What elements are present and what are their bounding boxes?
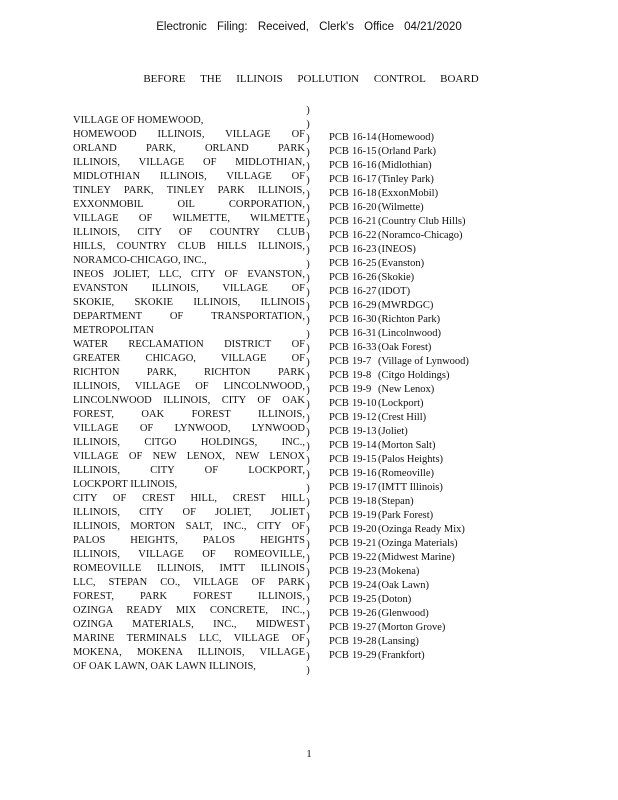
case-party: (ExxonMobil) <box>378 188 439 199</box>
caption-paren: ) <box>306 301 310 312</box>
case-number: 19-24 <box>352 580 377 591</box>
case-number: 19-14 <box>352 440 377 451</box>
caption-paren: ) <box>306 231 310 242</box>
case-entry <box>329 131 487 145</box>
case-party: (Country Club Hills) <box>378 216 466 227</box>
case-number: 19-23 <box>352 566 377 577</box>
case-number: 16-15 <box>352 146 377 157</box>
case-number: 19-27 <box>352 622 377 633</box>
party-line: LOCKPORT ILLINOIS, <box>73 479 178 490</box>
case-number: 16-26 <box>352 272 377 283</box>
case-entry <box>329 299 487 313</box>
party-line: OF OAK LAWN, OAK LAWN ILLINOIS, <box>73 661 256 672</box>
party-line: SKOKIE, SKOKIE ILLINOIS, ILLINOIS <box>73 297 305 308</box>
case-prefix: PCB <box>329 454 349 465</box>
party-line: ILLINOIS, MORTON SALT, INC., CITY OF <box>73 521 305 532</box>
case-entry <box>329 565 487 579</box>
party-line: OZINGA READY MIX CONCRETE, INC., <box>73 605 305 616</box>
case-party: (Morton Grove) <box>378 622 446 633</box>
case-number: 19-25 <box>352 594 377 605</box>
case-number: 16-29 <box>352 300 377 311</box>
case-prefix: PCB <box>329 356 349 367</box>
party-line: MOKENA, MOKENA ILLINOIS, VILLAGE <box>73 647 305 658</box>
caption-paren: ) <box>306 203 310 214</box>
case-entry <box>329 201 487 215</box>
case-number: 19-15 <box>352 454 377 465</box>
case-number: 19-8 <box>352 370 372 381</box>
case-entry <box>329 229 487 243</box>
caption-paren: ) <box>306 175 310 186</box>
party-line: NORAMCO-CHICAGO, INC., <box>73 255 207 266</box>
case-number: 19-12 <box>352 412 377 423</box>
party-line: ILLINOIS, CITY OF COUNTRY CLUB <box>73 227 305 238</box>
party-line: LINCOLNWOOD ILLINOIS, CITY OF OAK <box>73 395 305 406</box>
caption-paren: ) <box>306 105 310 116</box>
party-line: LLC, STEPAN CO., VILLAGE OF PARK <box>73 577 305 588</box>
case-number: 16-18 <box>352 188 377 199</box>
caption-paren: ) <box>306 259 310 270</box>
case-party: (Mokena) <box>378 566 420 577</box>
caption-paren: ) <box>306 413 310 424</box>
party-line: MARINE TERMINALS LLC, VILLAGE OF <box>73 633 305 644</box>
case-number: 16-20 <box>352 202 377 213</box>
case-number: 19-20 <box>352 524 377 535</box>
case-entry <box>329 467 487 481</box>
party-line: ILLINOIS, CITGO HOLDINGS, INC., <box>73 437 305 448</box>
case-prefix: PCB <box>329 286 349 297</box>
party-line: INEOS JOLIET, LLC, CITY OF EVANSTON, <box>73 269 305 280</box>
case-party: (Ozinga Materials) <box>378 538 458 549</box>
case-number: 16-14 <box>352 132 377 143</box>
case-party: (Evanston) <box>378 258 425 269</box>
case-party: (Ozinga Ready Mix) <box>378 524 465 535</box>
caption-paren: ) <box>306 609 310 620</box>
case-party: (Stepan) <box>378 496 414 507</box>
case-entry <box>329 383 487 397</box>
case-party: (INEOS) <box>378 244 416 255</box>
case-party: (IMTT Illinois) <box>378 482 443 493</box>
caption-paren: ) <box>306 245 310 256</box>
case-party: (Palos Heights) <box>378 454 444 465</box>
case-number: 19-10 <box>352 398 377 409</box>
caption-paren: ) <box>306 385 310 396</box>
case-party: (Doton) <box>378 594 412 605</box>
case-number: 19-17 <box>352 482 377 493</box>
party-line: FOREST, OAK FOREST ILLINOIS, <box>73 409 305 420</box>
party-line: METROPOLITAN <box>73 325 154 336</box>
party-line: VILLAGE OF HOMEWOOD, <box>73 115 204 126</box>
case-party: (Tinley Park) <box>378 174 434 185</box>
case-entry <box>329 621 487 635</box>
caption-paren: ) <box>306 147 310 158</box>
caption-paren: ) <box>306 217 310 228</box>
party-line: WATER RECLAMATION DISTRICT OF <box>73 339 305 350</box>
caption-paren: ) <box>306 161 310 172</box>
case-entry <box>329 579 487 593</box>
case-prefix: PCB <box>329 174 349 185</box>
case-prefix: PCB <box>329 258 349 269</box>
caption-paren: ) <box>306 581 310 592</box>
party-line: ILLINOIS, VILLAGE OF MIDLOTHIAN, <box>73 157 305 168</box>
case-prefix: PCB <box>329 608 349 619</box>
page-number: 1 <box>306 748 312 760</box>
caption-paren: ) <box>306 427 310 438</box>
party-line: ILLINOIS, VILLAGE OF LINCOLNWOOD, <box>73 381 305 392</box>
case-party: (Lincolnwood) <box>378 328 441 339</box>
board-title: BEFORE THE ILLINOIS POLLUTION CONTROL BOARD <box>143 73 479 85</box>
case-entry <box>329 173 487 187</box>
party-line: ILLINOIS, CITY OF JOLIET, JOLIET <box>73 507 305 518</box>
caption-paren: ) <box>306 525 310 536</box>
case-entry <box>329 635 487 649</box>
party-line: VILLAGE OF LYNWOOD, LYNWOOD <box>73 423 305 434</box>
case-prefix: PCB <box>329 552 349 563</box>
caption-paren: ) <box>306 189 310 200</box>
party-line: ROMEOVILLE ILLINOIS, IMTT ILLINOIS <box>73 563 305 574</box>
party-line: CITY OF CREST HILL, CREST HILL <box>73 493 305 504</box>
case-prefix: PCB <box>329 650 349 661</box>
case-number: 16-16 <box>352 160 377 171</box>
case-prefix: PCB <box>329 230 349 241</box>
case-prefix: PCB <box>329 398 349 409</box>
party-line: HILLS, COUNTRY CLUB HILLS ILLINOIS, <box>73 241 305 252</box>
case-number: 16-23 <box>352 244 377 255</box>
case-entry <box>329 481 487 495</box>
party-line: EXXONMOBIL OIL CORPORATION, <box>73 199 305 210</box>
case-prefix: PCB <box>329 160 349 171</box>
party-line: GREATER CHICAGO, VILLAGE OF <box>73 353 305 364</box>
caption-paren: ) <box>306 553 310 564</box>
case-number: 19-19 <box>352 510 377 521</box>
case-party: (Midwest Marine) <box>378 552 455 563</box>
party-line: EVANSTON ILLINOIS, VILLAGE OF <box>73 283 305 294</box>
case-prefix: PCB <box>329 384 349 395</box>
caption-paren: ) <box>306 119 310 130</box>
party-line: TINLEY PARK, TINLEY PARK ILLINOIS, <box>73 185 305 196</box>
parties-caption <box>73 114 305 674</box>
case-number: 19-7 <box>352 356 372 367</box>
case-number: 19-21 <box>352 538 377 549</box>
caption-paren: ) <box>306 497 310 508</box>
caption-paren: ) <box>306 371 310 382</box>
caption-paren: ) <box>306 567 310 578</box>
case-party: (Midlothian) <box>378 160 432 171</box>
case-number: 16-30 <box>352 314 377 325</box>
caption-paren: ) <box>306 665 310 676</box>
case-entry <box>329 607 487 621</box>
case-prefix: PCB <box>329 440 349 451</box>
case-number: 16-27 <box>352 286 377 297</box>
party-line: VILLAGE OF WILMETTE, WILMETTE <box>73 213 305 224</box>
case-party: (Joliet) <box>378 426 408 437</box>
case-number: 19-28 <box>352 636 377 647</box>
case-entry <box>329 257 487 271</box>
case-number: 19-18 <box>352 496 377 507</box>
case-number: 16-25 <box>352 258 377 269</box>
caption-paren: ) <box>306 357 310 368</box>
case-number: 16-17 <box>352 174 377 185</box>
party-line: RICHTON PARK, RICHTON PARK <box>73 367 305 378</box>
caption-paren: ) <box>306 511 310 522</box>
party-line: DEPARTMENT OF TRANSPORTATION, <box>73 311 305 322</box>
party-line: ILLINOIS, CITY OF LOCKPORT, <box>73 465 305 476</box>
case-prefix: PCB <box>329 412 349 423</box>
case-prefix: PCB <box>329 622 349 633</box>
case-prefix: PCB <box>329 496 349 507</box>
case-number: 19-22 <box>352 552 377 563</box>
case-party: (Frankfort) <box>378 650 425 661</box>
case-entry <box>329 243 487 257</box>
party-line: HOMEWOOD ILLINOIS, VILLAGE OF <box>73 129 305 140</box>
caption-parentheses <box>304 104 312 678</box>
case-prefix: PCB <box>329 566 349 577</box>
caption-paren: ) <box>306 483 310 494</box>
case-entry <box>329 411 487 425</box>
case-party: (Orland Park) <box>378 146 437 157</box>
caption-paren: ) <box>306 539 310 550</box>
case-party: (Richton Park) <box>378 314 441 325</box>
party-line: ORLAND PARK, ORLAND PARK <box>73 143 305 154</box>
caption-paren: ) <box>306 329 310 340</box>
case-party: (Oak Forest) <box>378 342 432 353</box>
case-entry <box>329 523 487 537</box>
party-line: OZINGA MATERIALS, INC., MIDWEST <box>73 619 305 630</box>
case-prefix: PCB <box>329 244 349 255</box>
caption-paren: ) <box>306 595 310 606</box>
case-prefix: PCB <box>329 370 349 381</box>
case-party: (Park Forest) <box>378 510 434 521</box>
case-entry <box>329 145 487 159</box>
case-prefix: PCB <box>329 468 349 479</box>
case-entry <box>329 159 487 173</box>
case-party: (Glenwood) <box>378 608 429 619</box>
case-party: (Morton Salt) <box>378 440 436 451</box>
case-entry <box>329 439 487 453</box>
case-number: 19-9 <box>352 384 372 395</box>
case-number: 16-21 <box>352 216 377 227</box>
case-party: (Citgo Holdings) <box>378 370 450 381</box>
party-line: FOREST, PARK FOREST ILLINOIS, <box>73 591 305 602</box>
case-party: (IDOT) <box>378 286 411 297</box>
party-line: PALOS HEIGHTS, PALOS HEIGHTS <box>73 535 305 546</box>
case-prefix: PCB <box>329 594 349 605</box>
caption-paren: ) <box>306 287 310 298</box>
case-party: (Village of Lynwood) <box>378 356 469 367</box>
case-party: (Wilmette) <box>378 202 424 213</box>
caption-paren: ) <box>306 455 310 466</box>
case-prefix: PCB <box>329 538 349 549</box>
case-prefix: PCB <box>329 524 349 535</box>
case-entry <box>329 397 487 411</box>
case-prefix: PCB <box>329 188 349 199</box>
case-prefix: PCB <box>329 510 349 521</box>
case-party: (Romeoville) <box>378 468 434 479</box>
case-number: 16-22 <box>352 230 377 241</box>
case-entry <box>329 285 487 299</box>
case-entry <box>329 593 487 607</box>
case-entry <box>329 453 487 467</box>
case-party: (Crest Hill) <box>378 412 427 423</box>
case-entry <box>329 187 487 201</box>
case-number: 19-16 <box>352 468 377 479</box>
case-prefix: PCB <box>329 314 349 325</box>
case-prefix: PCB <box>329 482 349 493</box>
caption-paren: ) <box>306 343 310 354</box>
case-party: (Skokie) <box>378 272 415 283</box>
case-prefix: PCB <box>329 342 349 353</box>
caption-paren: ) <box>306 651 310 662</box>
case-party: (Oak Lawn) <box>378 580 430 591</box>
case-prefix: PCB <box>329 300 349 311</box>
case-entry <box>329 271 487 285</box>
case-entry <box>329 537 487 551</box>
case-entry <box>329 355 487 369</box>
case-party: (Homewood) <box>378 132 434 143</box>
case-party: (Noramco-Chicago) <box>378 230 463 241</box>
case-party: (MWRDGC) <box>378 300 434 311</box>
case-prefix: PCB <box>329 328 349 339</box>
case-entry <box>329 509 487 523</box>
case-entry <box>329 649 487 663</box>
case-party: (New Lenox) <box>378 384 435 395</box>
case-party: (Lansing) <box>378 636 419 647</box>
case-entry <box>329 495 487 509</box>
party-line: MIDLOTHIAN ILLINOIS, VILLAGE OF <box>73 171 305 182</box>
case-prefix: PCB <box>329 132 349 143</box>
case-prefix: PCB <box>329 426 349 437</box>
caption-paren: ) <box>306 623 310 634</box>
caption-paren: ) <box>306 441 310 452</box>
case-entry <box>329 369 487 383</box>
caption-paren: ) <box>306 637 310 648</box>
caption-paren: ) <box>306 315 310 326</box>
case-party: (Lockport) <box>378 398 424 409</box>
case-prefix: PCB <box>329 272 349 283</box>
case-number: 19-13 <box>352 426 377 437</box>
case-number-list <box>329 131 487 663</box>
case-entry <box>329 425 487 439</box>
case-number: 19-26 <box>352 608 377 619</box>
electronic-filing-stamp: Electronic Filing: Received, Clerk's Office 04/21/2020 <box>156 21 462 33</box>
party-line: VILLAGE OF NEW LENOX, NEW LENOX <box>73 451 305 462</box>
case-entry <box>329 341 487 355</box>
case-prefix: PCB <box>329 146 349 157</box>
case-number: 16-31 <box>352 328 377 339</box>
case-prefix: PCB <box>329 580 349 591</box>
case-prefix: PCB <box>329 636 349 647</box>
case-entry <box>329 215 487 229</box>
caption-paren: ) <box>306 133 310 144</box>
party-line: ILLINOIS, VILLAGE OF ROMEOVILLE, <box>73 549 305 560</box>
case-entry <box>329 313 487 327</box>
case-number: 19-29 <box>352 650 377 661</box>
caption-paren: ) <box>306 469 310 480</box>
case-entry <box>329 551 487 565</box>
caption-paren: ) <box>306 273 310 284</box>
case-prefix: PCB <box>329 216 349 227</box>
caption-paren: ) <box>306 399 310 410</box>
case-number: 16-33 <box>352 342 377 353</box>
case-prefix: PCB <box>329 202 349 213</box>
case-entry <box>329 327 487 341</box>
